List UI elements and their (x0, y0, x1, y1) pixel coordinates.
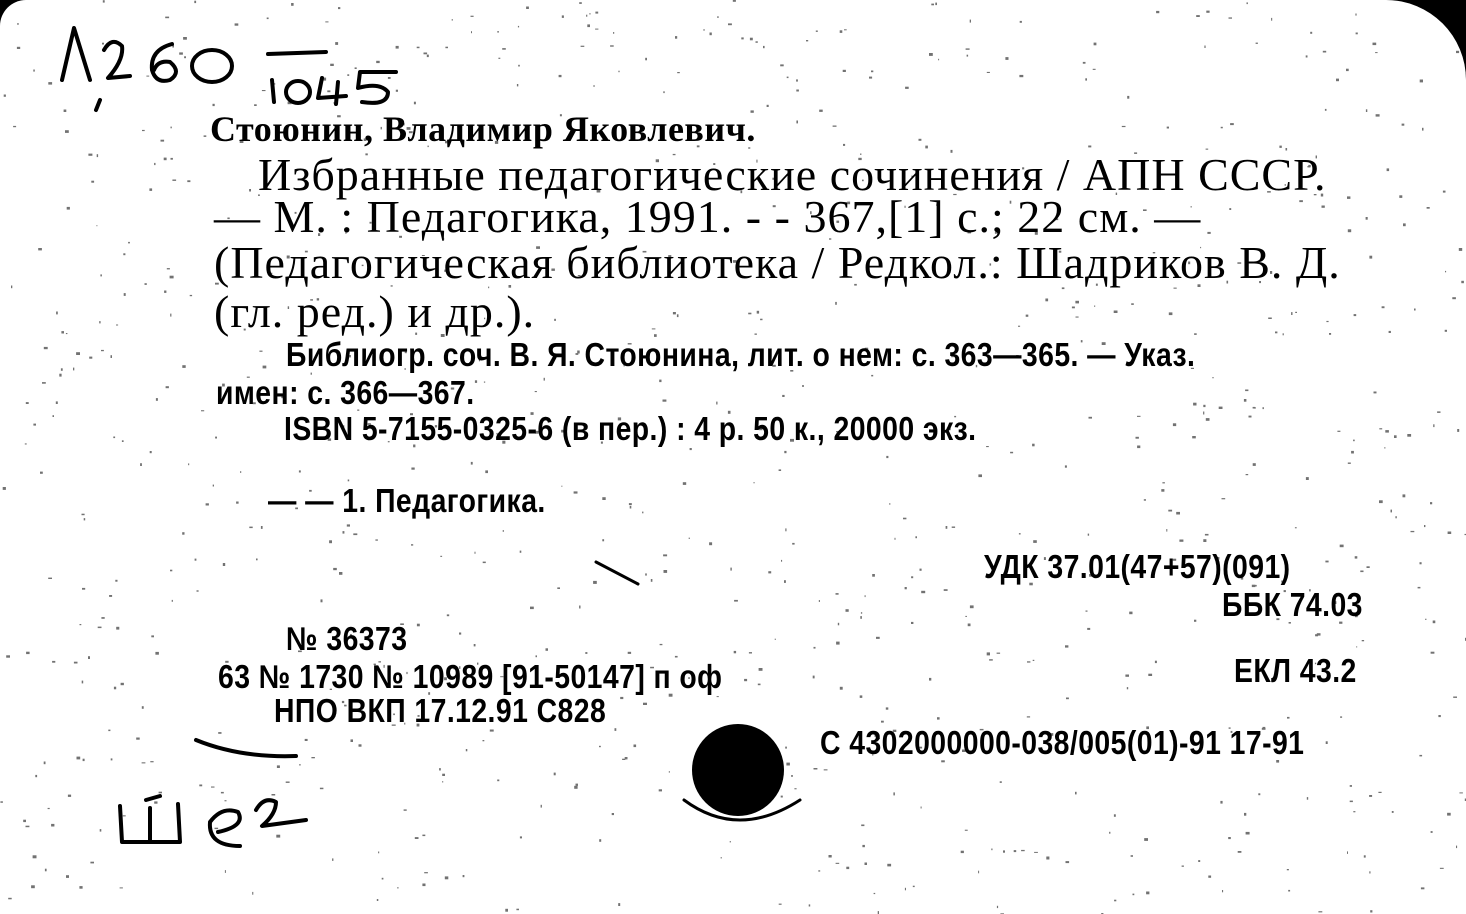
c-code: С 4302000000-038/005(01)-91 17-91 (820, 724, 1305, 761)
bibliography-note: Библиогр. соч. В. Я. Стоюнина, лит. о нем: с. 363—365. — Указ. (286, 336, 1196, 373)
title-line-2: — М. : Педагогика, 1991. - - 367,[1] с.; 22 см. — (214, 191, 1202, 242)
card-number: № 36373 (286, 620, 408, 657)
print-line: 63 № 1730 № 10989 [91-50147] п оф (218, 658, 723, 695)
title-line-3: (Педагогическая библиотека / Редкол.: Шадриков В. Д. (214, 237, 1341, 288)
ekl-code: ЕКЛ 43.2 (1234, 652, 1357, 689)
udk-code: УДК 37.01(47+57)(091) (984, 548, 1291, 585)
bibliography-note-continued: имен: с. 366—367. (216, 374, 475, 411)
isbn-line: ISBN 5-7155-0325-6 (в пер.) : 4 р. 50 к., 20000 экз. (284, 410, 977, 447)
bbk-code: ББК 74.03 (1222, 586, 1363, 623)
title-line-4: (гл. ред.) и др.). (214, 286, 536, 337)
author-heading: Стоюнин, Владимир Яковлевич. (210, 109, 756, 149)
title-line-1: Избранные педагогические сочинения / АПН СССР. (258, 149, 1327, 200)
punch-hole (692, 724, 784, 816)
subject-heading: — — 1. Педагогика. (268, 482, 546, 519)
npo-line: НПО ВКП 17.12.91 С828 (274, 692, 607, 729)
